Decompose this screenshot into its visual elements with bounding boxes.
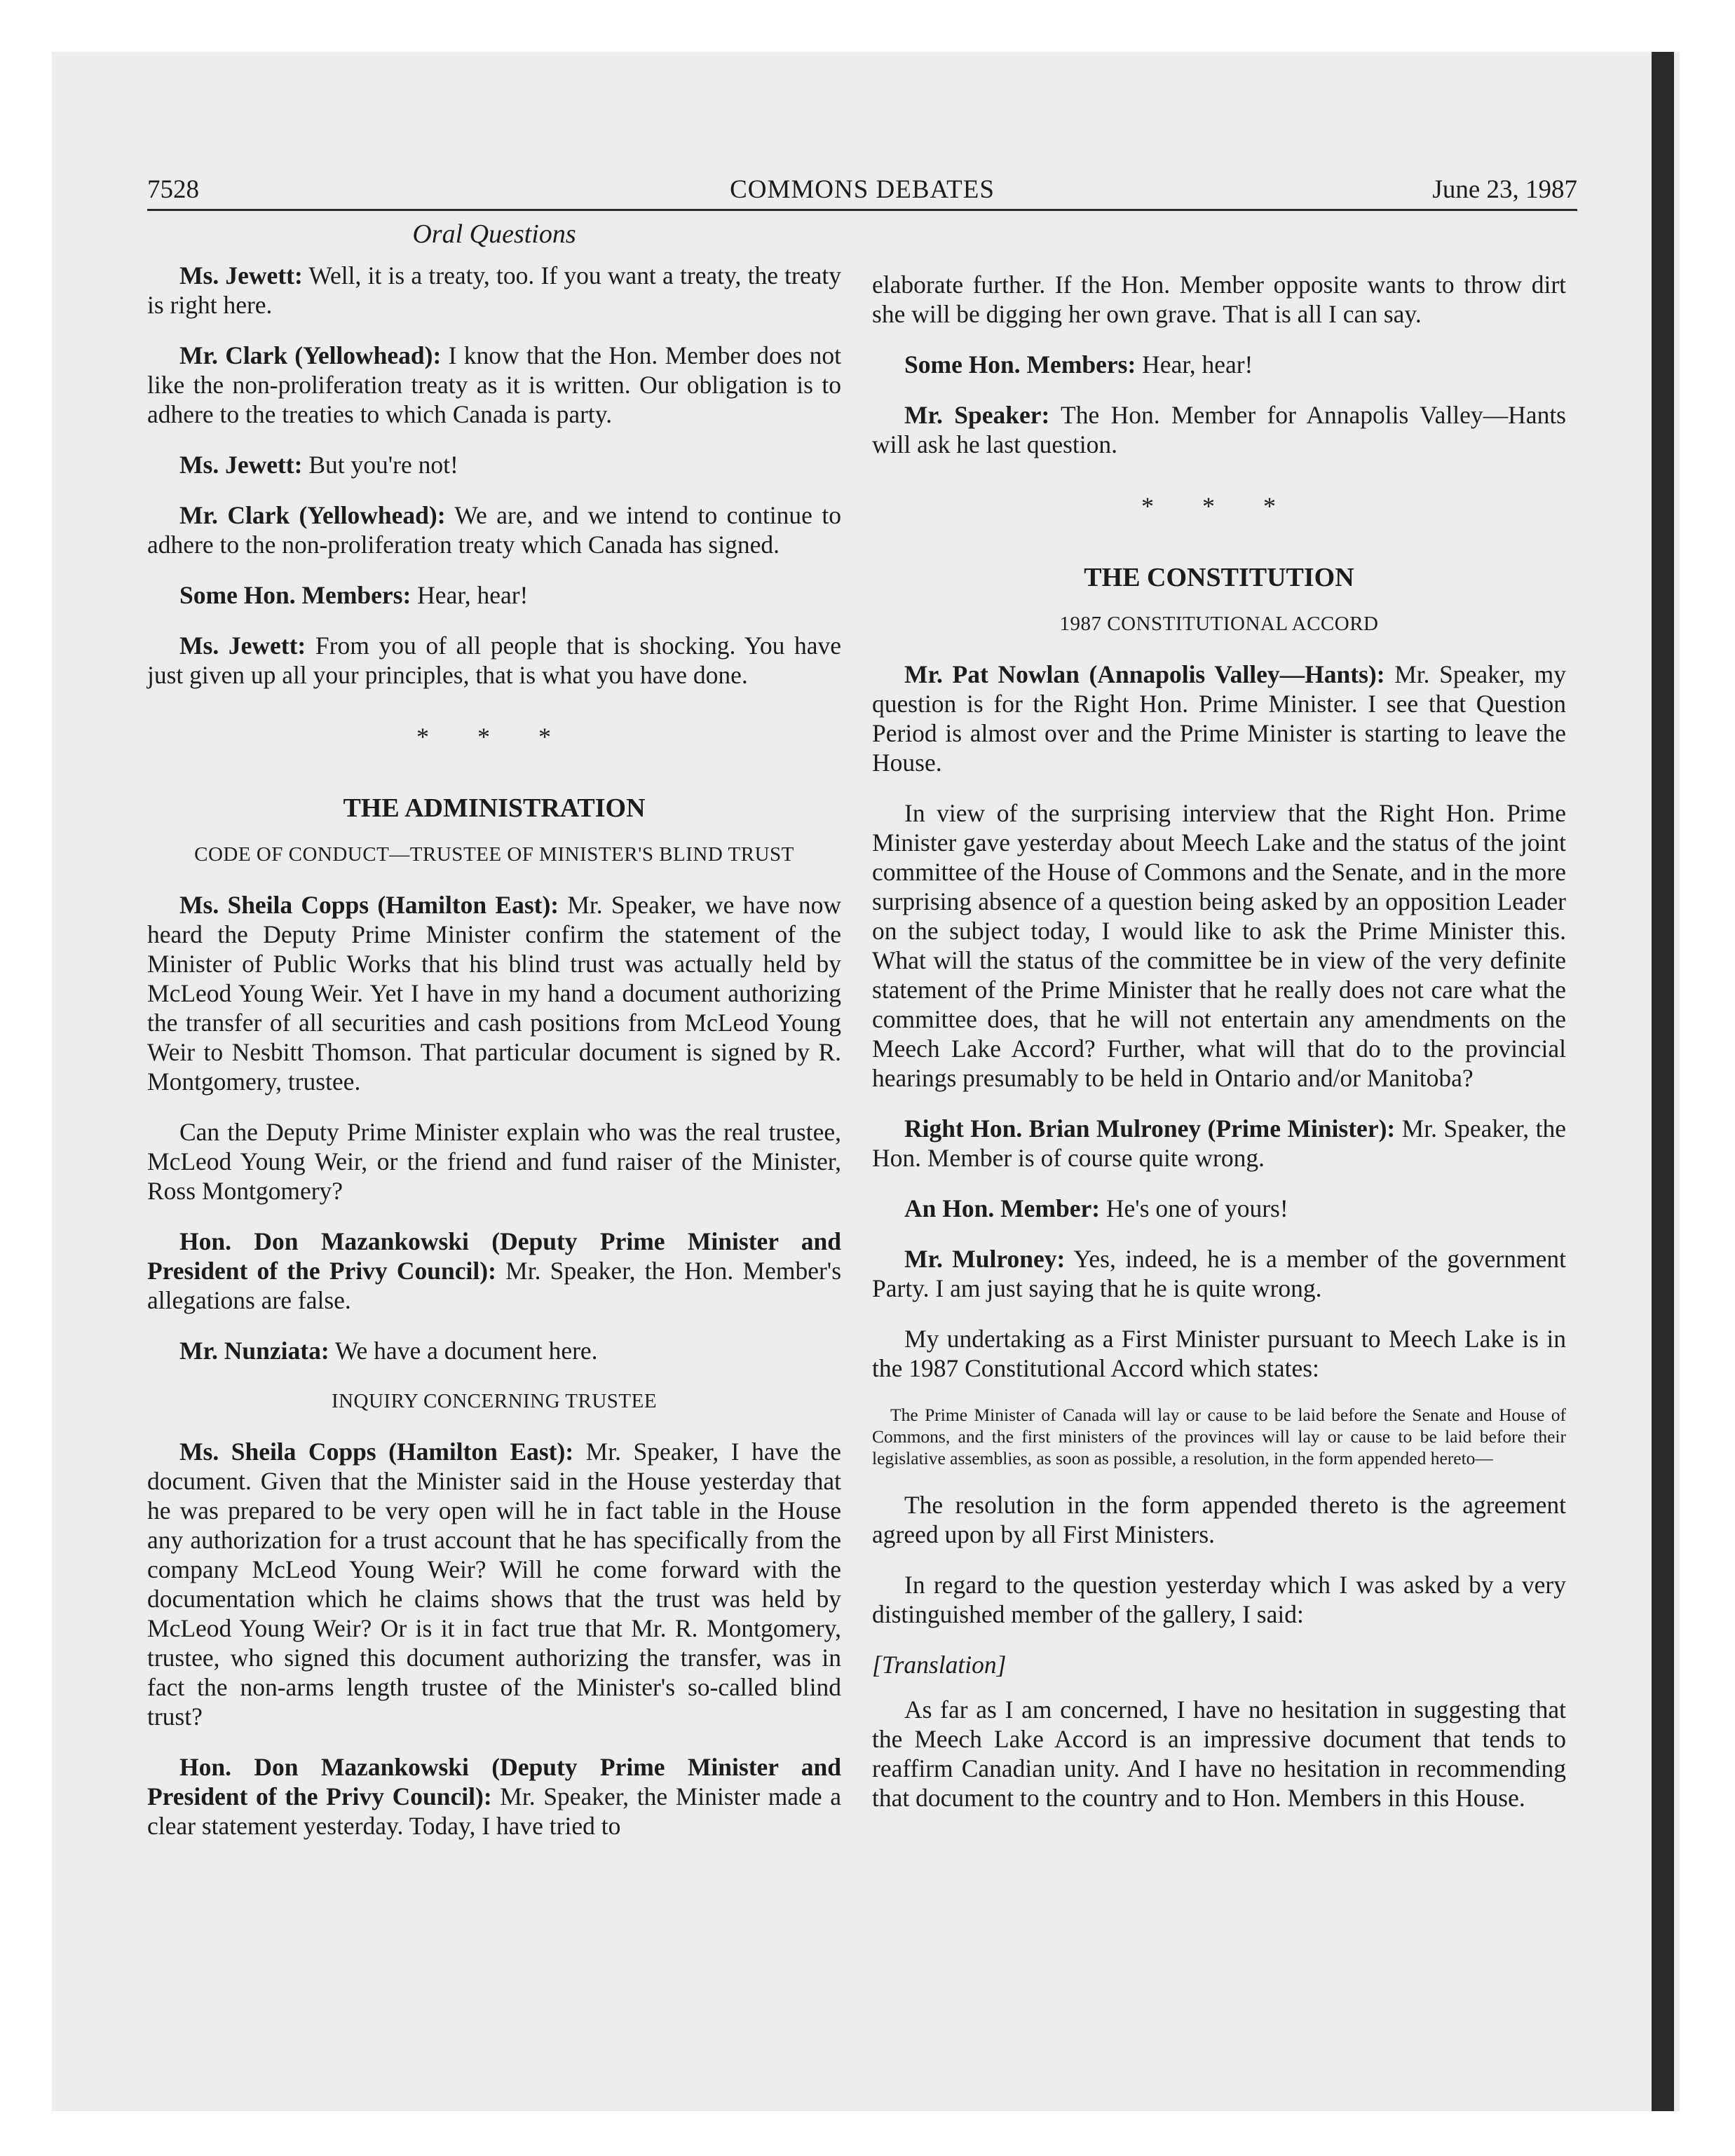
speaker-name: Mr. Mulroney: xyxy=(904,1245,1066,1273)
speaker-name: Some Hon. Members: xyxy=(179,581,411,609)
speech-text: Mr. Speaker, the Hon. Member is of course quite wrong. xyxy=(872,1114,1566,1172)
speech-text: Mr. Speaker, we have now heard the Deputy Prime Minister confirm the statement of the Minister of Public Works that his blind trust was actually held by McLeod Young Weir. Yet I have in my hand a document authorizing the transfer of all securities and cash positions from McLeod Young Weir to Nesbitt Thomson. That particular document is signed by R. Montgomery, trustee. xyxy=(147,891,841,1096)
speaker-name: Ms. Jewett: xyxy=(179,261,303,289)
paragraph: In view of the surprising interview that the Right Hon. Prime Minister gave yesterday about Meech Lake and the status of the joint committee of the House of Commons and the Senate, and in the more surprising absence of a question being asked by an opposition Leader on the subject today, I would like to ask the Prime Minister this. What will the status of the committee be in view of the very definite statement of the Prime Minister that he really does not care what the committee does, that he will not entertain any amendments on the Meech Lake Accord? Further, what will that do to the provincial hearings presumably to be held in Ontario and/or Manitoba? xyxy=(872,799,1566,1092)
section-subheading: 1987 CONSTITUTIONAL ACCORD xyxy=(1059,613,1379,635)
speaker-name: Right Hon. Brian Mulroney (Prime Minister): xyxy=(904,1114,1396,1142)
paragraph xyxy=(147,341,841,429)
paragraph xyxy=(872,400,1566,459)
speech-text: The Hon. Member for Annapolis Valley—Hants will ask he last question. xyxy=(872,401,1566,458)
translation-label: [Translation] xyxy=(872,1651,1007,1679)
speaker-name: Ms. Jewett: xyxy=(179,632,306,660)
paragraph: In regard to the question yesterday which I was asked by a very distinguished member of the gallery, I said: xyxy=(872,1571,1566,1628)
speaker-name: Ms. Jewett: xyxy=(179,451,303,479)
speech-text: Hear, hear! xyxy=(1136,350,1253,378)
page-number: 7528 xyxy=(147,175,199,204)
speaker-name: Hon. Don Mazankowski (Deputy Prime Minister and President of the Privy Council): xyxy=(147,1227,841,1285)
paragraph xyxy=(147,1227,841,1315)
paragraph xyxy=(147,261,841,320)
section-running-head: Oral Questions xyxy=(412,219,576,249)
paragraph xyxy=(872,1114,1566,1173)
paragraph: As far as I am concerned, I have no hesitation in suggesting that the Meech Lake Accord is an impressive document that tends to reaffirm Canadian unity. And I have no hesitation in recommending that document to the country and to Hon. Members in this House. xyxy=(872,1696,1566,1812)
speech-text: Mr. Speaker, the Hon. Member's allegations are false. xyxy=(147,1257,842,1314)
paragraph: My undertaking as a First Minister pursuant to Meech Lake is in the 1987 Constitutional Accord which states: xyxy=(872,1325,1566,1382)
paragraph xyxy=(872,1244,1566,1303)
right-column xyxy=(872,270,1566,1834)
speaker-name: Mr. Clark (Yellowhead): xyxy=(179,501,446,529)
paragraph xyxy=(147,1437,841,1731)
paragraph xyxy=(872,350,1566,379)
paragraph xyxy=(872,1194,1566,1223)
speech-text: Hear, hear! xyxy=(411,581,529,609)
speech-text: Mr. Speaker, I have the document. Given that the Minister said in the House yesterday that he was prepared to be very open will he in fact table in the House any authorization for a trust account that he has specifically from the company McLeod Young Weir? Will he come forward with the documentation which he claims shows that the trust was held by McLeod Young Weir? Or is it in fact true that Mr. R. Montgomery, trustee, who signed this document authorizing the transfer, was in fact the non-arms length trustee of the Minister's so-called blind trust? xyxy=(147,1438,841,1731)
publication-title: COMMONS DEBATES xyxy=(730,175,995,204)
paragraph xyxy=(147,890,841,1096)
speech-text: We are, and we intend to continue to adhere to the non-proliferation treaty which Canada has signed. xyxy=(147,501,841,559)
speaker-name: Hon. Don Mazankowski (Deputy Prime Minister and President of the Privy Council): xyxy=(147,1753,841,1810)
paragraph: elaborate further. If the Hon. Member opposite wants to throw dirt she will be digging her own grave. That is all I can say. xyxy=(872,271,1566,328)
speaker-name: Mr. Clark (Yellowhead): xyxy=(179,341,442,369)
speech-text: I know that the Hon. Member does not like the non-proliferation treaty as it is written. Our obligation is to adhere to the treaties to which Canada is party. xyxy=(147,341,841,428)
speech-text: We have a document here. xyxy=(329,1337,598,1365)
speaker-name: Ms. Sheila Copps (Hamilton East): xyxy=(179,891,559,919)
paragraph xyxy=(147,631,841,690)
publication-date: June 23, 1987 xyxy=(1432,175,1577,204)
subsection-heading: INQUIRY CONCERNING TRUSTEE xyxy=(331,1390,658,1412)
speaker-name: Mr. Pat Nowlan (Annapolis Valley—Hants): xyxy=(904,660,1385,688)
paragraph: The resolution in the form appended thereto is the agreement agreed upon by all First Ministers. xyxy=(872,1491,1566,1548)
paragraph xyxy=(147,500,841,559)
speech-text: He's one of yours! xyxy=(1100,1194,1288,1222)
section-heading: THE CONSTITUTION xyxy=(1084,563,1354,592)
speaker-name: Some Hon. Members: xyxy=(904,350,1136,378)
speech-text: From you of all people that is shocking. You have just given up all your principles, that is what you have done. xyxy=(147,632,842,689)
paragraph xyxy=(147,1336,841,1365)
page-header xyxy=(147,168,1577,211)
page-edge-shadow xyxy=(1652,52,1674,2111)
section-divider: * * * xyxy=(1141,492,1297,520)
speech-text: Yes, indeed, he is a member of the government Party. I am just saying that he is quite wrong. xyxy=(872,1245,1566,1302)
speech-text: Mr. Speaker, the Minister made a clear statement yesterday. Today, I have tried to xyxy=(147,1782,841,1840)
speaker-name: Mr. Speaker: xyxy=(904,401,1050,429)
speech-text: Mr. Speaker, my question is for the Right Hon. Prime Minister. I see that Question Period is almost over and the Prime Minister is starting to leave the House. xyxy=(872,660,1566,777)
speech-text: Well, it is a treaty, too. If you want a treaty, the treaty is right here. xyxy=(147,261,841,319)
speaker-name: An Hon. Member: xyxy=(904,1194,1101,1222)
section-heading: THE ADMINISTRATION xyxy=(343,793,646,823)
section-divider: * * * xyxy=(416,723,572,751)
speech-text: But you're not! xyxy=(302,451,458,479)
paragraph xyxy=(147,1752,841,1841)
speaker-name: Ms. Sheila Copps (Hamilton East): xyxy=(179,1438,574,1466)
paragraph xyxy=(147,450,841,479)
section-subheading: CODE OF CONDUCT—TRUSTEE OF MINISTER'S BLIND TRUST xyxy=(194,843,794,866)
paragraph xyxy=(872,660,1566,777)
paragraph xyxy=(147,580,841,610)
block-quote: The Prime Minister of Canada will lay or cause to be laid before the Senate and House of Commons, and the first ministers of the provinces will lay or cause to be laid before their legislative assemblies, as soon as possible, a resolution, in the form appended hereto— xyxy=(872,1405,1566,1468)
left-column xyxy=(147,261,841,1862)
speaker-name: Mr. Nunziata: xyxy=(179,1337,329,1365)
paragraph: Can the Deputy Prime Minister explain who was the real trustee, McLeod Young Weir, or the friend and fund raiser of the Minister, Ross Montgomery? xyxy=(147,1118,841,1205)
